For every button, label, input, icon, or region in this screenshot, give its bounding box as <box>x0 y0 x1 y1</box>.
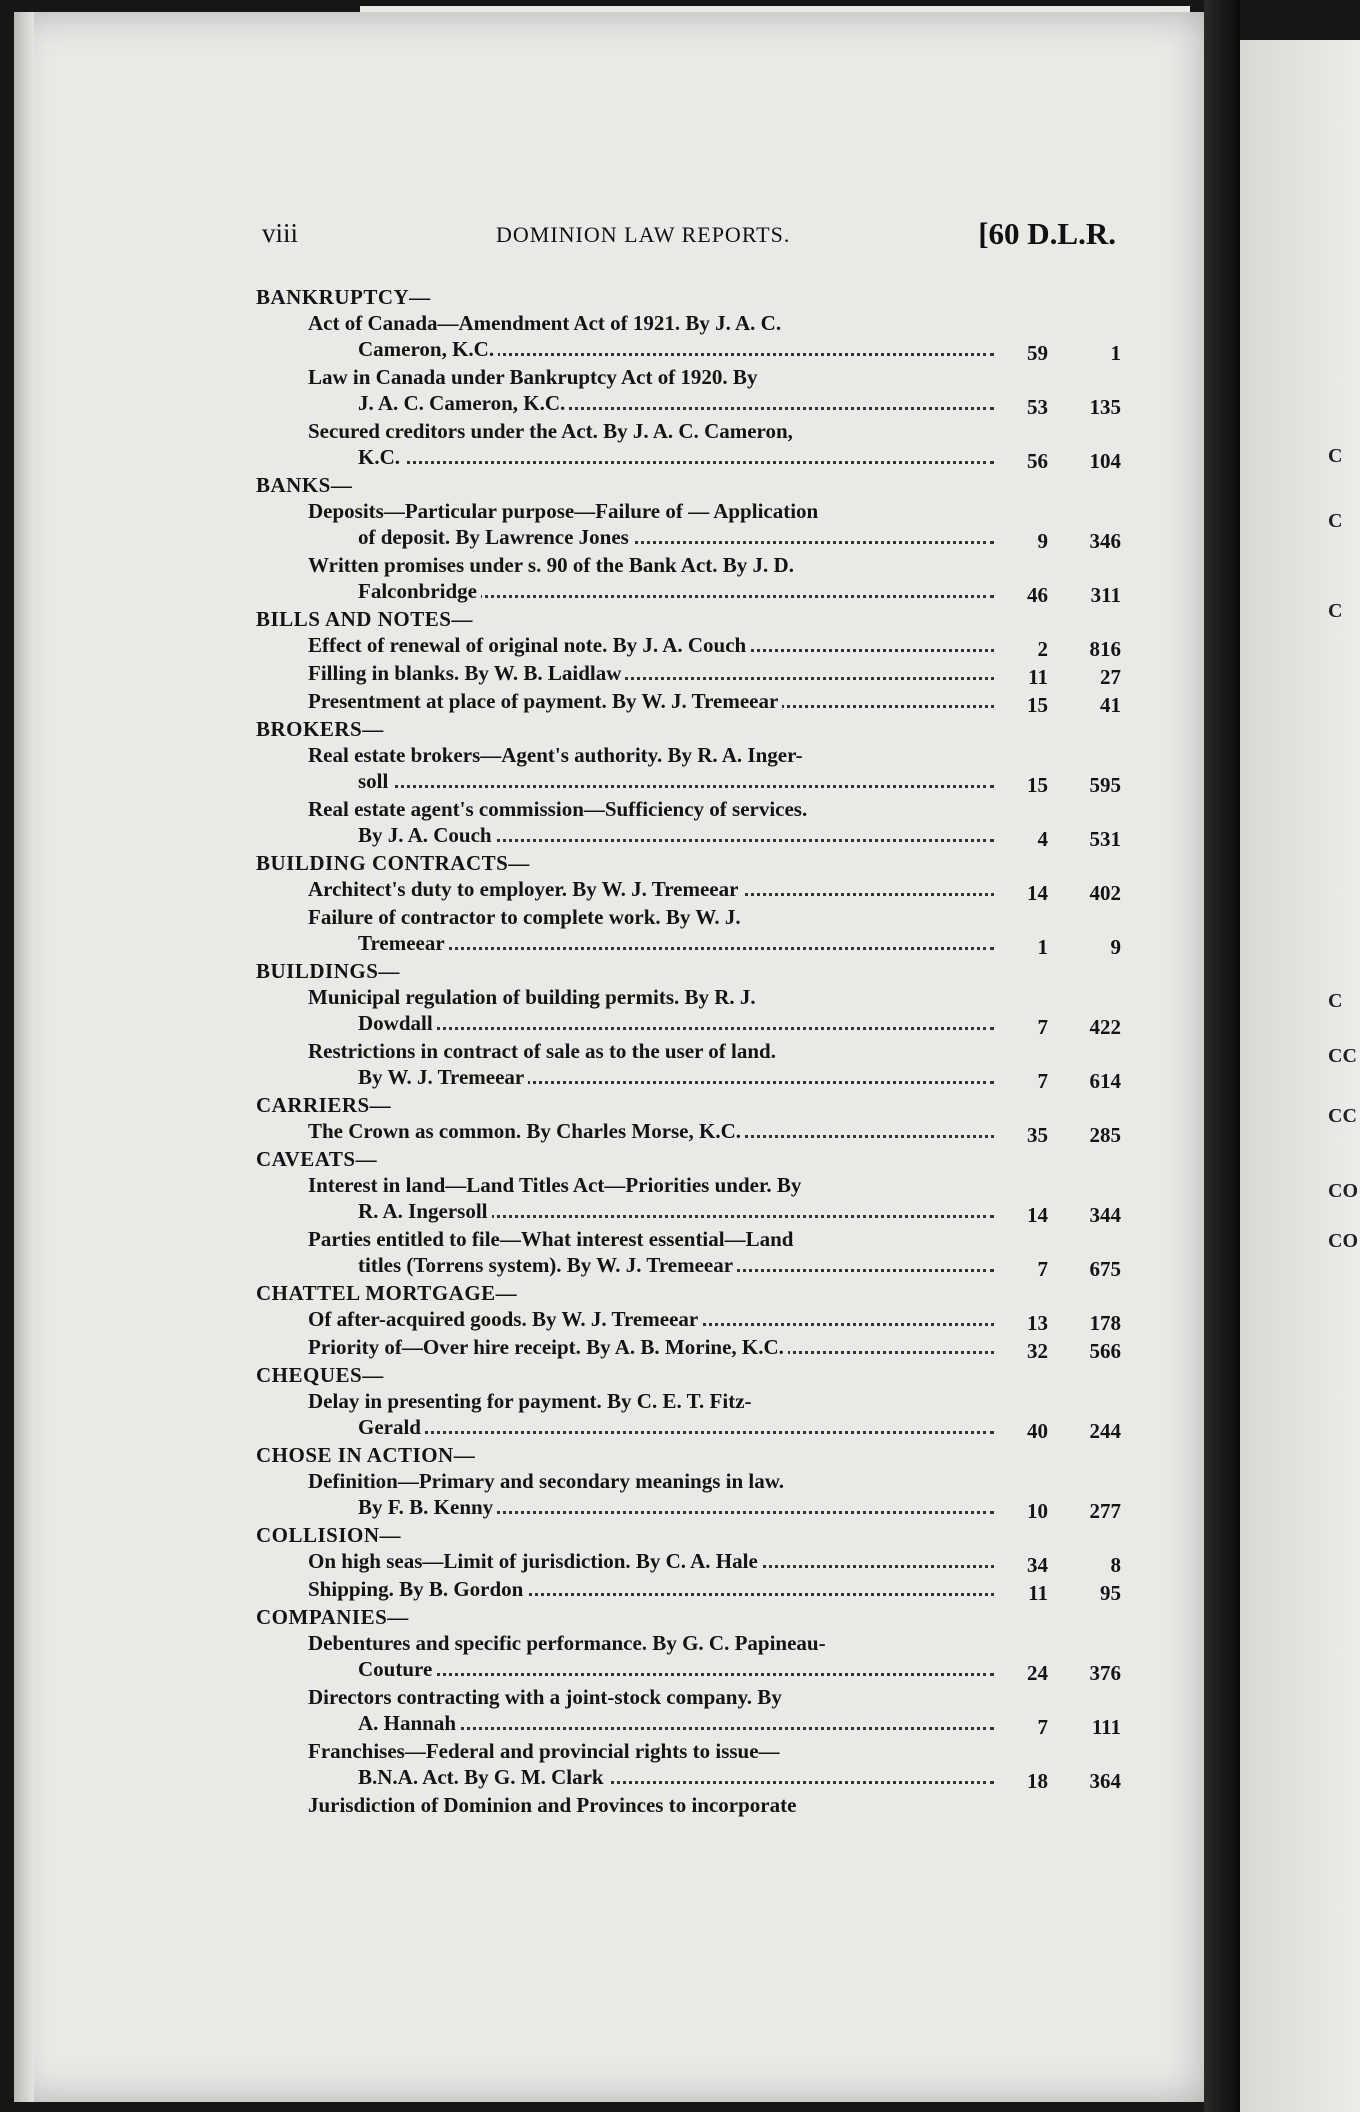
entry-title: Effect of renewal of original note. By J. A. Couch <box>308 633 750 657</box>
entry-title: Real estate agent's commission—Sufficiency of services. <box>308 797 808 821</box>
volume-number: 40 <box>1027 1419 1048 1443</box>
entry-title: Delay in presenting for payment. By C. E. T. Fitz- <box>308 1389 752 1413</box>
section-heading: CHEQUES— <box>256 1363 384 1387</box>
section-heading: COLLISION— <box>256 1523 402 1547</box>
index-section <box>256 606 1121 717</box>
index-entry <box>256 742 1121 797</box>
facing-page-letter: C <box>1328 600 1343 622</box>
entry-continuation: By W. J. Tremeear <box>358 1065 528 1089</box>
index-entry <box>256 1548 1121 1577</box>
page-reference: 104 <box>1089 449 1121 473</box>
entry-title: Definition—Primary and secondary meanings in law. <box>308 1469 785 1493</box>
index-section <box>256 472 1121 607</box>
entry-title: Parties entitled to file—What interest essential—Land <box>308 1227 794 1251</box>
entry-title: The Crown as common. By Charles Morse, K.C. <box>308 1119 745 1143</box>
entry-title: Law in Canada under Bankruptcy Act of 1920. By <box>308 365 758 389</box>
index-section <box>256 1442 1121 1523</box>
volume-number: 15 <box>1027 693 1048 717</box>
entry-continuation: of deposit. By Lawrence Jones <box>358 525 633 549</box>
entry-title: Restrictions in contract of sale as to the user of land. <box>308 1039 776 1063</box>
section-heading: CHATTEL MORTGAGE— <box>256 1281 518 1305</box>
entry-title: Jurisdiction of Dominion and Provinces to incorporate <box>308 1793 797 1817</box>
index-section <box>256 1604 1121 1818</box>
entry-title: Real estate brokers—Agent's authority. By R. A. Inger- <box>308 743 803 767</box>
page-reference: 344 <box>1089 1203 1121 1227</box>
index-entry <box>256 1630 1121 1685</box>
entry-continuation: Gerald <box>358 1415 425 1439</box>
volume-number: 11 <box>1028 665 1048 689</box>
index-entry <box>256 418 1121 473</box>
page-reference: 595 <box>1089 773 1121 797</box>
index-content <box>256 284 1121 1820</box>
index-entry <box>256 1388 1121 1443</box>
index-section <box>256 1146 1121 1281</box>
volume-number: 24 <box>1027 1661 1048 1685</box>
facing-page-letter: CO <box>1328 1230 1358 1252</box>
entry-continuation: K.C. <box>358 445 404 469</box>
entry-title: Act of Canada—Amendment Act of 1921. By J. A. C. <box>308 311 782 335</box>
entry-title: Franchises—Federal and provincial rights to issue— <box>308 1739 780 1763</box>
index-section <box>256 1522 1121 1605</box>
index-entry <box>256 904 1121 959</box>
page-reference: 244 <box>1089 1419 1121 1443</box>
volume-number: 7 <box>1037 1015 1048 1039</box>
entry-title: Filling in blanks. By W. B. Laidlaw <box>308 661 625 685</box>
volume-label: [60 D.L.R. <box>978 216 1116 251</box>
volume-number: 14 <box>1027 881 1048 905</box>
facing-page-letter: CC <box>1328 1105 1357 1127</box>
entry-continuation: R. A. Ingersoll <box>358 1199 492 1223</box>
index-entry <box>256 498 1121 553</box>
facing-page-letter: CC <box>1328 1045 1357 1067</box>
entry-continuation: By F. B. Kenny <box>358 1495 497 1519</box>
page-reference: 285 <box>1089 1123 1121 1147</box>
page-reference: 111 <box>1091 1715 1121 1739</box>
book-gutter <box>1204 0 1240 2112</box>
page-reference: 8 <box>1110 1553 1121 1577</box>
volume-number: 11 <box>1028 1581 1048 1605</box>
entry-continuation: Falconbridge <box>358 579 481 603</box>
page-reference: 346 <box>1089 529 1121 553</box>
page-reference: 364 <box>1089 1769 1121 1793</box>
section-heading: BANKS— <box>256 473 353 497</box>
section-heading: BROKERS— <box>256 717 384 741</box>
index-entry <box>256 688 1121 717</box>
section-heading: CHOSE IN ACTION— <box>256 1443 476 1467</box>
entry-continuation: Dowdall <box>358 1011 437 1035</box>
entry-title: Secured creditors under the Act. By J. A. C. Cameron, <box>308 419 793 443</box>
index-entry <box>256 1172 1121 1227</box>
volume-number: 4 <box>1037 827 1048 851</box>
index-entry <box>256 552 1121 607</box>
volume-number: 46 <box>1027 583 1048 607</box>
index-entry <box>256 1038 1121 1093</box>
volume-number: 7 <box>1037 1715 1048 1739</box>
entry-title: On high seas—Limit of jurisdiction. By C. A. Hale <box>308 1549 762 1573</box>
index-entry <box>256 1468 1121 1523</box>
volume-number: 7 <box>1037 1257 1048 1281</box>
page-reference: 531 <box>1089 827 1121 851</box>
entry-continuation: B.N.A. Act. By G. M. Clark <box>358 1765 608 1789</box>
volume-number: 7 <box>1037 1069 1048 1093</box>
page-reference: 95 <box>1100 1581 1121 1605</box>
entry-title: Priority of—Over hire receipt. By A. B. Morine, K.C. <box>308 1335 788 1359</box>
page-reference: 1 <box>1110 341 1121 365</box>
entry-title: Debentures and specific performance. By G. C. Papineau- <box>308 1631 826 1655</box>
page-reference: 376 <box>1089 1661 1121 1685</box>
entry-title: Directors contracting with a joint-stock company. By <box>308 1685 782 1709</box>
index-entry <box>256 364 1121 419</box>
index-entry <box>256 1118 1121 1147</box>
entry-title: Deposits—Particular purpose—Failure of — Application <box>308 499 819 523</box>
facing-page-letter: CO <box>1328 1180 1358 1202</box>
volume-number: 9 <box>1037 529 1048 553</box>
entry-continuation: Tremeear <box>358 931 449 955</box>
section-heading: BUILDING CONTRACTS— <box>256 851 530 875</box>
running-header <box>256 216 1116 256</box>
page-reference: 311 <box>1090 583 1121 607</box>
facing-page-letter: C <box>1328 990 1343 1012</box>
index-section <box>256 1280 1121 1363</box>
entry-continuation: titles (Torrens system). By W. J. Tremeear <box>358 1253 737 1277</box>
section-heading: BANKRUPTCY— <box>256 285 431 309</box>
section-heading: BILLS AND NOTES— <box>256 607 473 631</box>
facing-page-edge <box>1240 40 1360 2112</box>
volume-number: 34 <box>1027 1553 1048 1577</box>
entry-continuation: Couture <box>358 1657 436 1681</box>
index-entry <box>256 1576 1121 1605</box>
page-number: viii <box>262 218 299 248</box>
page-reference: 277 <box>1089 1499 1121 1523</box>
volume-number: 59 <box>1027 341 1048 365</box>
index-entry <box>256 1306 1121 1335</box>
volume-number: 53 <box>1027 395 1048 419</box>
volume-number: 32 <box>1027 1339 1048 1363</box>
facing-page-letter: C <box>1328 510 1343 532</box>
volume-number: 1 <box>1037 935 1048 959</box>
index-entry <box>256 632 1121 661</box>
volume-number: 56 <box>1027 449 1048 473</box>
entry-title: Failure of contractor to complete work. By W. J. <box>308 905 741 929</box>
volume-number: 35 <box>1027 1123 1048 1147</box>
index-section <box>256 1092 1121 1147</box>
running-title: DOMINION LAW REPORTS. <box>496 222 791 247</box>
index-entry <box>256 310 1121 365</box>
volume-number: 10 <box>1027 1499 1048 1523</box>
entry-title: Interest in land—Land Titles Act—Priorities under. By <box>308 1173 802 1197</box>
entry-title: Of after-acquired goods. By W. J. Tremeear <box>308 1307 702 1331</box>
entry-title: Architect's duty to employer. By W. J. Tremeear <box>308 877 742 901</box>
page-reference: 614 <box>1089 1069 1121 1093</box>
index-section <box>256 716 1121 851</box>
page-reference: 41 <box>1100 693 1121 717</box>
index-entry <box>256 1684 1121 1739</box>
index-entry <box>256 660 1121 689</box>
index-entry <box>256 1792 1116 1818</box>
page-reference: 402 <box>1089 881 1121 905</box>
index-entry <box>256 984 1121 1039</box>
index-entry <box>256 1738 1121 1793</box>
page-reference: 422 <box>1089 1015 1121 1039</box>
volume-number: 18 <box>1027 1769 1048 1793</box>
page-reference: 816 <box>1089 637 1121 661</box>
entry-title: Presentment at place of payment. By W. J. Tremeear <box>308 689 782 713</box>
index-section <box>256 958 1121 1093</box>
entry-title: Municipal regulation of building permits. By R. J. <box>308 985 756 1009</box>
page-reference: 27 <box>1100 665 1121 689</box>
section-heading: BUILDINGS— <box>256 959 400 983</box>
page-reference: 9 <box>1110 935 1121 959</box>
page-reference: 675 <box>1089 1257 1121 1281</box>
entry-continuation: J. A. C. Cameron, K.C. <box>358 391 569 415</box>
section-heading: COMPANIES— <box>256 1605 409 1629</box>
page-reference: 566 <box>1089 1339 1121 1363</box>
page-reference: 178 <box>1089 1311 1121 1335</box>
volume-number: 15 <box>1027 773 1048 797</box>
entry-continuation: By J. A. Couch <box>358 823 496 847</box>
facing-page-letter: C <box>1328 445 1343 467</box>
index-entry <box>256 1226 1121 1281</box>
entry-continuation: soll <box>358 769 392 793</box>
index-section <box>256 284 1121 473</box>
entry-title: Written promises under s. 90 of the Bank Act. By J. D. <box>308 553 794 577</box>
index-entry <box>256 876 1121 905</box>
index-section <box>256 850 1121 959</box>
volume-number: 2 <box>1037 637 1048 661</box>
volume-number: 13 <box>1027 1311 1048 1335</box>
entry-title: Shipping. By B. Gordon <box>308 1577 527 1601</box>
section-heading: CAVEATS— <box>256 1147 378 1171</box>
volume-number: 14 <box>1027 1203 1048 1227</box>
entry-continuation: A. Hannah <box>358 1711 460 1735</box>
index-entry <box>256 1334 1121 1363</box>
page-reference: 135 <box>1089 395 1121 419</box>
index-section <box>256 1362 1121 1443</box>
entry-continuation: Cameron, K.C. <box>358 337 498 361</box>
index-entry <box>256 796 1121 851</box>
section-heading: CARRIERS— <box>256 1093 392 1117</box>
